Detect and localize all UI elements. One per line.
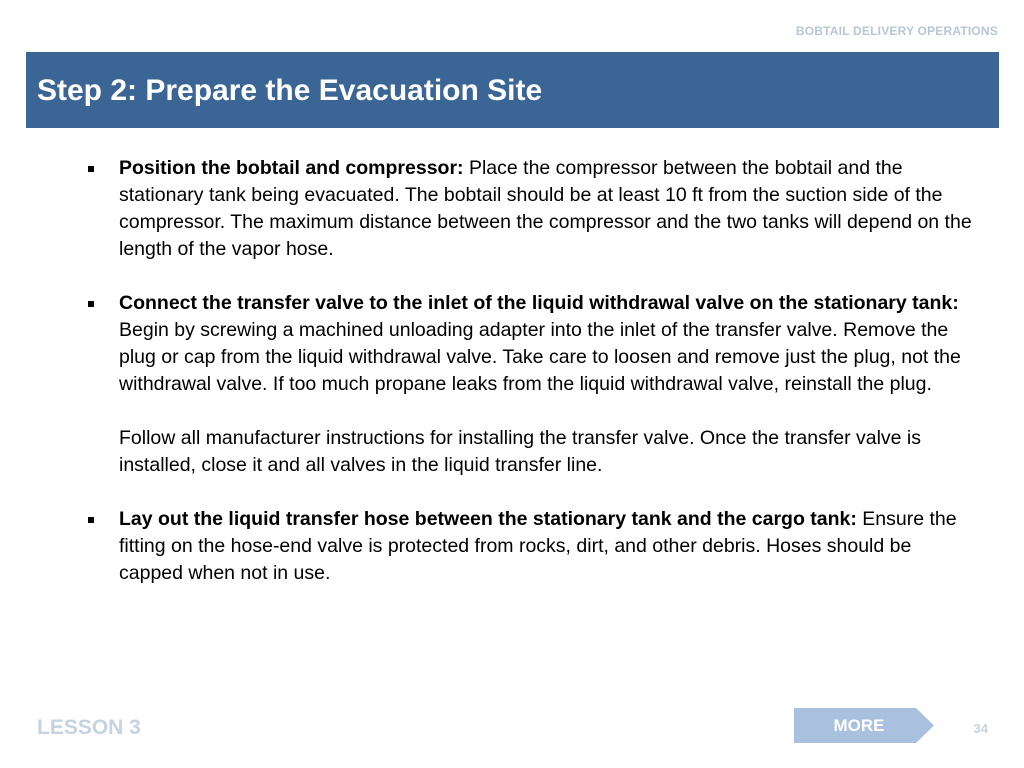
lesson-label: LESSON 3	[37, 716, 141, 739]
bullet-followup-paragraph: Follow all manufacturer instructions for installing the transfer valve. Once the transfer valve is installed, close it and all valves in the liquid transfer line.	[119, 427, 922, 476]
bullet-heading: Connect the transfer valve to the inlet of the liquid withdrawal valve on the stationary tank:	[119, 292, 959, 314]
title-bar	[26, 52, 999, 128]
bullet-item	[88, 155, 978, 263]
bullet-item	[88, 506, 978, 587]
more-button[interactable]	[794, 708, 934, 743]
more-button-label: MORE	[833, 716, 885, 735]
slide-title: Step 2: Prepare the Evacuation Site	[37, 74, 543, 107]
bullet-text: Begin by screwing a machined unloading adapter into the inlet of the transfer valve. Remove the plug or cap from the liquid withdrawal valve. Take care to loosen and remove just the plug, not the withdrawal valve. If too much propane leaks from the liquid withdrawal valve, reinstall the plug.	[119, 319, 961, 395]
bullet-heading: Position the bobtail and compressor:	[119, 157, 469, 179]
bullet-item	[88, 290, 978, 398]
bullet-text: Place the compressor between the bobtail and the stationary tank being evacuated. The bobtail should be at least 10 ft from the suction side of the compressor. The maximum distance between the compressor and the two tanks will depend on the length of the vapor hose.	[119, 157, 972, 260]
bullet-text: Ensure the fitting on the hose-end valve is protected from rocks, dirt, and other debris. Hoses should be capped when not in use.	[119, 508, 957, 584]
square-bullet-icon	[88, 166, 94, 172]
square-bullet-icon	[88, 517, 94, 523]
bullet-heading: Lay out the liquid transfer hose between the stationary tank and the cargo tank:	[119, 508, 863, 530]
square-bullet-icon	[88, 301, 94, 307]
page-number: 34	[973, 721, 988, 736]
course-header-label: BOBTAIL DELIVERY OPERATIONS	[795, 24, 998, 38]
slide-body	[88, 155, 978, 614]
